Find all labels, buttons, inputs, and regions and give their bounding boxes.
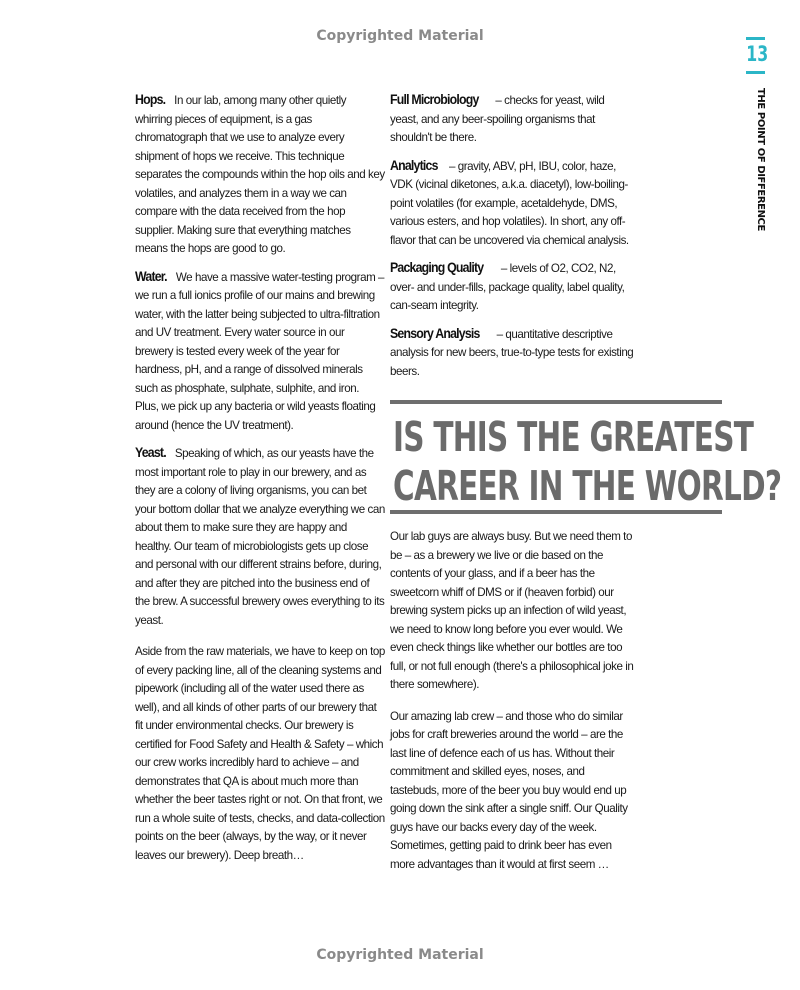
paragraph-text: – checks for yeast, wild yeast, and any beer-spoiling organisms that shouldn't be there. (390, 94, 605, 144)
body-paragraph-sensory-analysis (390, 324, 635, 382)
body-paragraph-analytics (390, 156, 635, 251)
body-paragraph-water (135, 267, 385, 436)
body-paragraph-packaging-quality (390, 258, 635, 316)
headline-line-1: IS THIS THE GREATEST (393, 413, 754, 461)
body-paragraph-raw-materials (135, 643, 385, 865)
paragraph-text: Our amazing lab crew – and those who do similar jobs for craft breweries around the world – are the last line of defence each of us has. Without their commitment and skilled eyes, noses, and tastebuds, more of the beer you buy would end up going down the sink after a single sniff. Our Quality guys have our backs every day of the week. Sometimes, getting paid to drink beer has even more advantages than it would at first seem … (390, 709, 628, 871)
paragraph-lead-in: Full Microbiology (390, 91, 479, 107)
section-running-head: THE POINT OF DIFFERENCE (755, 88, 766, 231)
headline-line-2: CAREER IN THE WORLD? (393, 462, 782, 510)
paragraph-text: In our lab, among many other quietly whirring pieces of equipment, is a gas chromatograph that we use to analyze every shipment of hops we receive. This technique separates the compounds within the hop oils and key volatiles, and analyzes them in a way we can compare with the data received from the hop supplier. Making sure that everything matches means the hops are good to go. (135, 94, 385, 255)
body-paragraph-full-microbiology (390, 90, 635, 148)
paragraph-text: We have a massive water-testing program – we run a full ionics profile of our mains and brewing water, with the latter being subjected to ultra-filtration and UV treatment. Every water source in our brewery is tested every week of the year for hardness, pH, and a range of dissolved minerals such as phosphate, sulphate, sulphite, and iron. Plus, we pick up any bacteria or wild yeasts floating around (hence the UV treatment). (135, 270, 385, 432)
paragraph-lead-in: Hops. (135, 91, 166, 107)
page-number: 13 (746, 42, 769, 66)
body-paragraph-hops (135, 90, 385, 259)
paragraph-text: – levels of O2, CO2, N2, over- and under-fills, package quality, label quality, can-seam integrity. (390, 262, 625, 312)
paragraph-text: Our lab guys are always busy. But we need them to be – as a brewery we live or die based on the contents of your glass, and if a beer has the sweetcorn whiff of DMS or if (heaven forbid) our brewing system picks up an infection of wild yeast, we need to know long before you ever would. We even check things like whether our bottles are too full, or not full enough (there's a philosophical joke in there somewhere). (390, 530, 634, 691)
paragraph-lead-in: Yeast. (135, 444, 166, 460)
section-headline (393, 413, 782, 511)
paragraph-lead-in: Sensory Analysis (390, 324, 480, 341)
paragraph-text: – quantitative descriptive analysis for new beers, true-to-type tests for existing beers. (390, 327, 634, 378)
page-number-rule-bottom (746, 71, 765, 74)
headline-rule-top (390, 400, 722, 404)
right-text-column-top (390, 90, 635, 389)
page-number-rule-top (746, 37, 765, 40)
left-text-column (135, 90, 385, 873)
copyright-watermark-top: Copyrighted Material (316, 28, 484, 44)
paragraph-text: Speaking of which, as our yeasts have the most important role to play in our brewery, and as they are a colony of living organisms, you can bet your bottom dollar that we analyze everything we can about them to make sure they are happy and healthy. Our team of microbiologists gets up close and personal with our different strains before, during, and after they are pitched into the business end of the brew. A successful brewery owes everything to its yeast. (135, 447, 385, 627)
paragraph-text: Aside from the raw materials, we have to keep on top of every packing line, all of the cleaning systems and pipework (including all of the water used there as well), and all kinds of other parts of our brewery that fit under environmental checks. Our brewery is certified for Food Safety and Health & Safety – which our crew works incredibly hard to achieve – and demonstrates that QA is about much more than whether the beer tastes right or not. On that front, we run a whole suite of tests, checks, and data-collection points on the beer (always, by the way, or it never leaves our brewery). Deep breath… (135, 645, 385, 862)
section-headline-block (390, 400, 782, 512)
body-paragraph-lab-crew (390, 708, 635, 875)
headline-rule-bottom (390, 510, 722, 514)
page-sidebar (743, 30, 773, 231)
paragraph-text: – gravity, ABV, pH, IBU, color, haze, VDK (vicinal diketones, a.k.a. diacetyl), low-boiling-point volatiles (for example, acetaldehyde, DMS, various esters, and hop volatiles). In short, any off-flavor that can be uncovered via chemical analysis. (390, 159, 629, 247)
paragraph-lead-in: Water. (135, 267, 167, 284)
copyright-watermark-bottom: Copyrighted Material (316, 947, 484, 963)
paragraph-lead-in: Analytics (390, 156, 438, 173)
right-text-column-bottom (390, 528, 635, 882)
paragraph-lead-in: Packaging Quality (390, 259, 484, 275)
body-paragraph-lab-guys (390, 528, 635, 695)
body-paragraph-yeast (135, 443, 385, 630)
